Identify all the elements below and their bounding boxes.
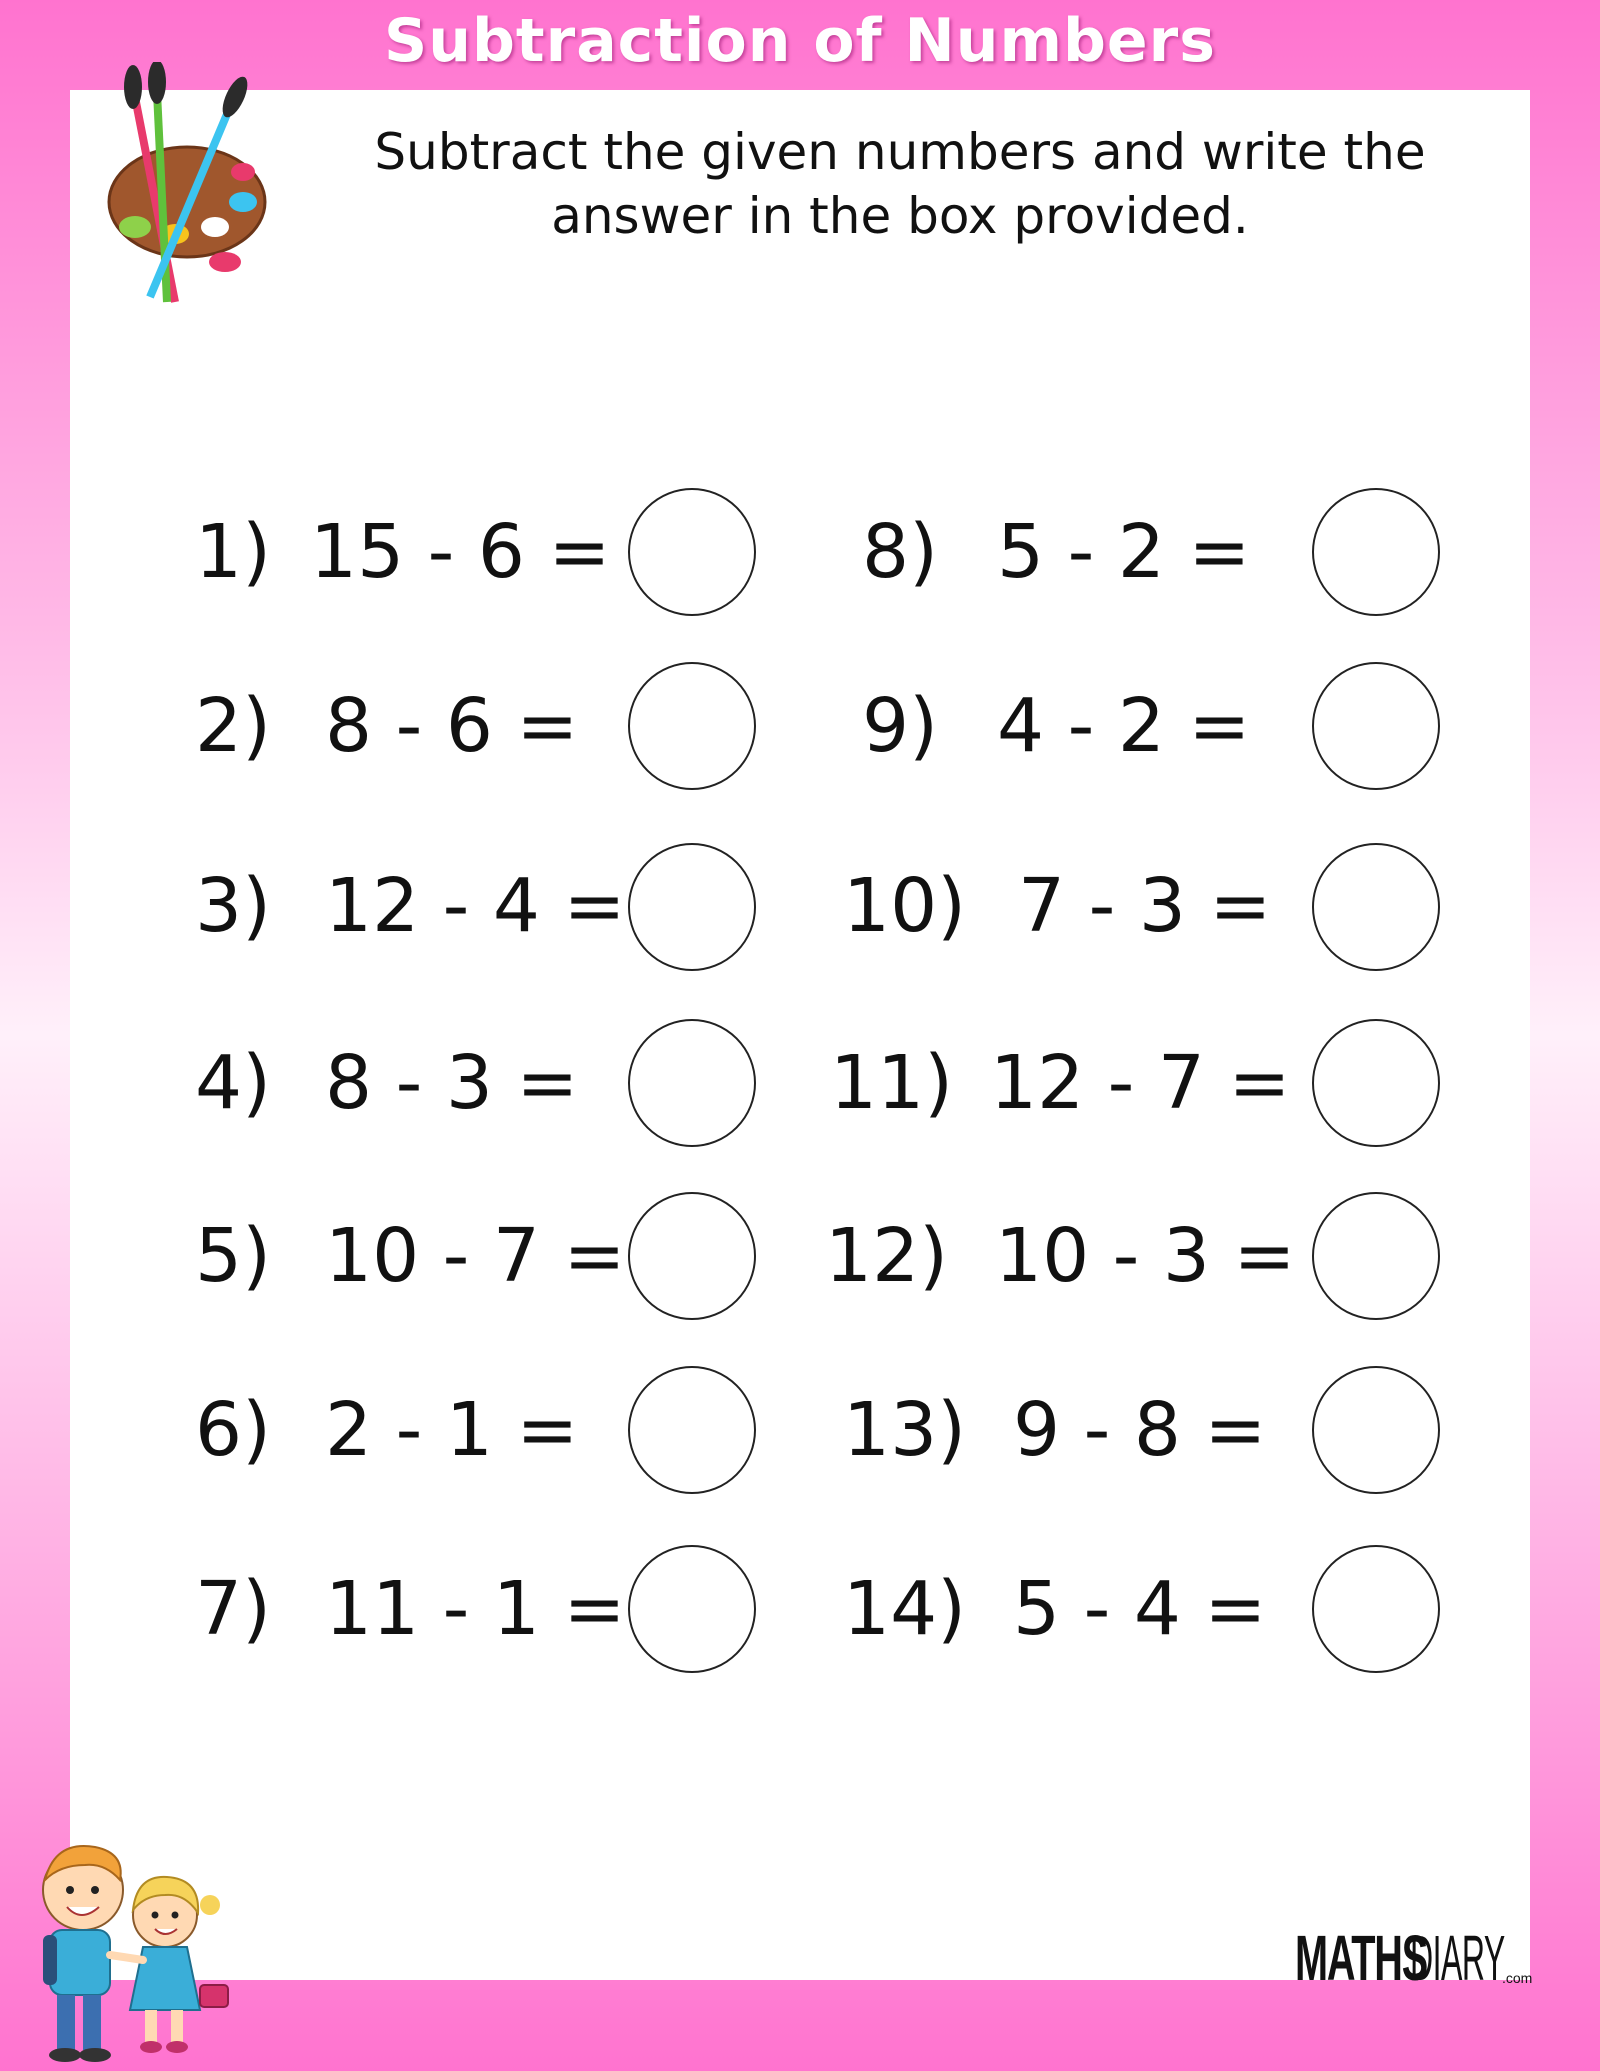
answer-circle-9[interactable] [1312, 662, 1440, 790]
logo-maths: MATHS [1295, 1922, 1427, 1994]
logo-diary: DIARY [1410, 1922, 1505, 1994]
problem-6 [195, 1365, 578, 1495]
answer-circle-4[interactable] [628, 1019, 756, 1147]
problem-expression: 8 - 3 = [325, 1040, 579, 1126]
problem-11 [830, 1018, 1291, 1148]
problem-number: 13) [843, 1387, 967, 1473]
problem-8 [862, 487, 1250, 617]
problem-expression: 9 - 8 = [1013, 1387, 1267, 1473]
problem-4 [195, 1018, 578, 1148]
problem-expression: 4 - 2 = [997, 683, 1251, 769]
problem-number: 6) [195, 1387, 271, 1473]
problem-number: 3) [195, 863, 271, 949]
problem-5 [195, 1191, 626, 1321]
problem-number: 11) [830, 1040, 954, 1126]
problem-expression: 5 - 2 = [997, 509, 1251, 595]
problem-10 [843, 841, 1271, 971]
problem-expression: 8 - 6 = [325, 683, 579, 769]
problem-7 [195, 1544, 626, 1674]
answer-circle-2[interactable] [628, 662, 756, 790]
page-title: Subtraction of Numbers [384, 6, 1216, 76]
problem-expression: 5 - 4 = [1013, 1566, 1267, 1652]
problem-number: 12) [825, 1213, 949, 1299]
problem-number: 1) [195, 509, 271, 595]
answer-circle-13[interactable] [1312, 1366, 1440, 1494]
paint-palette-icon [95, 62, 270, 307]
children-illustration-icon [15, 1835, 240, 2065]
answer-circle-11[interactable] [1312, 1019, 1440, 1147]
logo-suffix: .com [1502, 1970, 1533, 1986]
instructions-line-1: Subtract the given numbers and write the [374, 123, 1426, 181]
mathsdiary-logo [1295, 1910, 1533, 1994]
problem-2 [195, 661, 578, 791]
problem-expression: 7 - 3 = [1018, 863, 1272, 949]
answer-circle-6[interactable] [628, 1366, 756, 1494]
problem-number: 5) [195, 1213, 271, 1299]
answer-circle-10[interactable] [1312, 843, 1440, 971]
problem-number: 14) [843, 1566, 967, 1652]
instructions [335, 120, 1465, 248]
problem-expression: 2 - 1 = [325, 1387, 579, 1473]
problem-number: 9) [862, 683, 938, 769]
problem-expression: 15 - 6 = [310, 509, 611, 595]
problem-number: 2) [195, 683, 271, 769]
problem-number: 8) [862, 509, 938, 595]
problem-13 [843, 1365, 1266, 1495]
instructions-line-2: answer in the box provided. [551, 187, 1249, 245]
answer-circle-7[interactable] [628, 1545, 756, 1673]
answer-circle-12[interactable] [1312, 1192, 1440, 1320]
problem-expression: 12 - 7 = [990, 1040, 1291, 1126]
answer-circle-5[interactable] [628, 1192, 756, 1320]
problem-expression: 11 - 1 = [325, 1566, 626, 1652]
problem-expression: 12 - 4 = [325, 863, 626, 949]
answer-circle-8[interactable] [1312, 488, 1440, 616]
problem-expression: 10 - 7 = [325, 1213, 626, 1299]
problem-14 [843, 1544, 1266, 1674]
answer-circle-3[interactable] [628, 843, 756, 971]
answer-circle-14[interactable] [1312, 1545, 1440, 1673]
problem-number: 7) [195, 1566, 271, 1652]
problem-1 [195, 487, 611, 617]
problem-9 [862, 661, 1250, 791]
problem-12 [825, 1191, 1296, 1321]
problem-number: 10) [843, 863, 967, 949]
problem-3 [195, 841, 626, 971]
answer-circle-1[interactable] [628, 488, 756, 616]
problem-expression: 10 - 3 = [995, 1213, 1296, 1299]
problem-number: 4) [195, 1040, 271, 1126]
